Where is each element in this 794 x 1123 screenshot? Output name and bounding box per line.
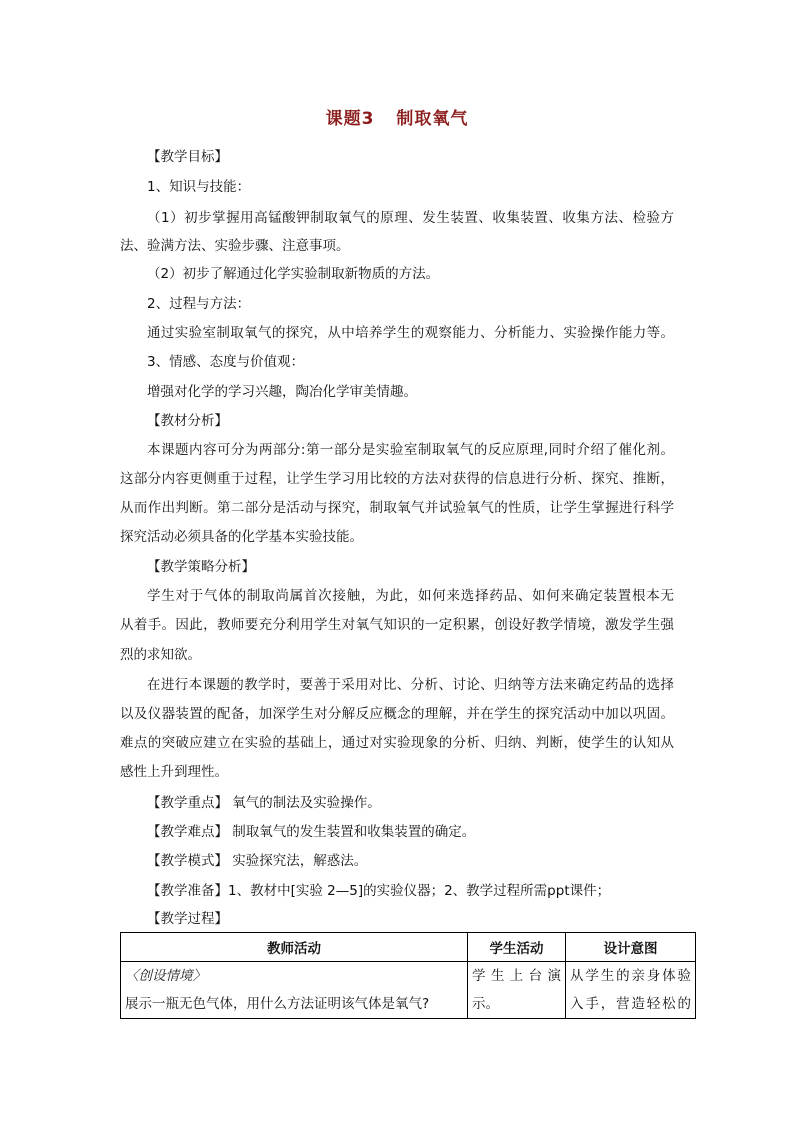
page-title: [0, 104, 794, 129]
cell-text-line: 从学生的亲身体验: [570, 968, 691, 984]
lesson-name: 制取氧气: [396, 109, 469, 129]
table-header-intent: 设计意图: [566, 933, 696, 962]
key-point-line: 【教学重点】 氧气的制法及实验操作。: [147, 795, 381, 811]
objective-heading-values: 3、情感、态度与价值观：: [147, 354, 305, 370]
scenario-label: 〈创设情境〉: [125, 968, 206, 984]
paragraph-line: 以及仪器装置的配备，加深学生对分解反应概念的理解，并在学生的探究活动中加以巩固。: [120, 706, 674, 722]
paragraph-line: 探究活动必须具备的化学基本实验技能。: [120, 529, 363, 545]
table-header-teacher: 教师活动: [121, 933, 468, 962]
preparation-line: 【教学准备】1、教材中[实验 2—5]的实验仪器；2、教学过程所需ppt课件；: [147, 883, 611, 899]
paragraph-line: 从而作出判断。第二部分是活动与探究，制取氧气并试验氧气的性质，让学生掌握进行科学: [120, 500, 674, 516]
paragraph-line: 从着手。因此，教师要充分利用学生对氧气知识的一定积累，创设好教学情境，激发学生强: [120, 617, 674, 633]
teaching-mode-line: 【教学模式】 实验探究法，解惑法。: [147, 853, 368, 869]
objective-heading-process: 2、过程与方法：: [147, 296, 251, 312]
cell-text-line: 示。: [472, 996, 499, 1012]
section-heading-materials: 【教材分析】: [147, 413, 228, 429]
table-header-student: 学生活动: [468, 933, 566, 962]
teaching-process-table: [120, 932, 696, 1019]
section-heading-objectives: 【教学目标】: [147, 149, 228, 165]
paragraph-line: 难点的突破应建立在实验的基础上，通过对实验现象的分析、归纳、判断，使学生的认知从: [120, 735, 674, 751]
student-activity-cell: [468, 962, 566, 1019]
difficulty-line: 【教学难点】 制取氧气的发生装置和收集装置的确定。: [147, 824, 476, 840]
design-intent-cell: [566, 962, 696, 1019]
paragraph-line: 本课题内容可分为两部分:第一部分是实验室制取氧气的反应原理,同时介绍了催化剂。: [147, 442, 674, 458]
paragraph-line: 烈的求知欲。: [120, 647, 201, 663]
paragraph-line: 学生对于气体的制取尚属首次接触，为此，如何来选择药品、如何来确定装置根本无: [147, 588, 674, 604]
objective-heading-knowledge: 1、知识与技能：: [147, 179, 251, 195]
table-row: [121, 962, 696, 1019]
lesson-number: 课题3: [325, 109, 375, 129]
paragraph-line: 通过实验室制取氧气的探究，从中培养学生的观察能力、分析能力、实验操作能力等。: [147, 325, 674, 341]
section-heading-process: 【教学过程】: [147, 911, 228, 927]
table-header-row: [121, 933, 696, 962]
cell-text-line: 学生上台演: [472, 968, 561, 984]
section-heading-strategy: 【教学策略分析】: [147, 559, 255, 575]
paragraph-line: （2）初步了解通过化学实验制取新物质的方法。: [147, 266, 440, 282]
paragraph-line: 增强对化学的学习兴趣，陶冶化学审美情趣。: [147, 384, 417, 400]
teacher-activity-cell: [121, 962, 468, 1019]
paragraph-line: 法、验满方法、实验步骤、注意事项。: [120, 238, 350, 254]
paragraph-line: 感性上升到理性。: [120, 764, 228, 780]
cell-text-line: 展示一瓶无色气体，用什么方法证明该气体是氧气?: [125, 996, 430, 1012]
paragraph-line: （1）初步掌握用高锰酸钾制取氧气的原理、发生装置、收集装置、收集方法、检验方: [147, 210, 674, 226]
paragraph-line: 这部分内容更侧重于过程，让学生学习用比较的方法对获得的信息进行分析、探究、推断，: [120, 471, 674, 487]
cell-text-line: 入手，营造轻松的: [570, 996, 691, 1012]
paragraph-line: 在进行本课题的教学时，要善于采用对比、分析、讨论、归纳等方法来确定药品的选择: [147, 677, 674, 693]
